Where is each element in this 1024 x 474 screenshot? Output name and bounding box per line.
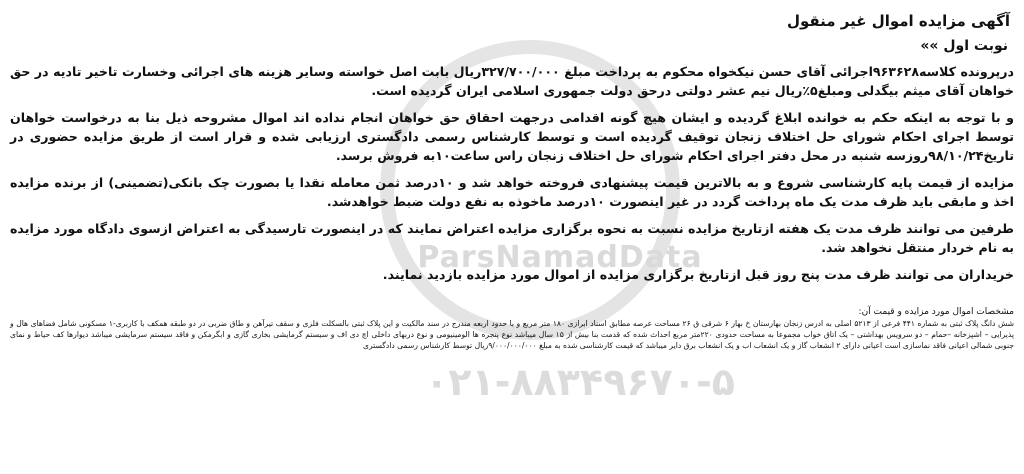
notice-paragraph-terms: مزایده از قیمت پایه کارشناسی شروع و به بالاترین قیمت پیشنهادی فروخته خواهد شد و ۱۰درصد ثمن معامله نقدا یا بصورت چک بانکی(تضمینی) از برنده مزایده اخذ و مابقی باید ظرف مدت یک ماه پرداخت گردد در غیر اینصورت ۱۰درصد ماخوذه به نفع دولت ضبط خواهدشد.	[10, 175, 1014, 209]
specs-heading: مشخصات اموال مورد مزایده و قیمت آن:	[858, 307, 1014, 317]
notice-paragraph-objection: طرفین می توانند ظرف مدت یک هفته ازتاریخ مزایده نسبت به نحوه برگزاری مزایده اعتراض نمایند که در اینصورت تارسیدگی به اعتراض ازسوی دادگاه مورد مزایده به نام خردار منتقل نخواهد شد.	[10, 221, 1014, 255]
notice-paragraph-seizure: و با توجه به اینکه حکم به خوانده ابلاغ گردیده و ایشان هیچ گونه اقدامی درجهت احقاق حق خواهان انجام نداده اند اموال مشروحه ذیل بنا به درخواست خواهان توسط اجرای احکام شورای حل اختلاف زنجان توقیف گردیده است و توسط کارشناس رسمی دادگستری ارزیابی شده و قرار است از طریق مزایده حضوری در تاریخ۹۸/۱۰/۲۴روزسه شنبه در محل دفتر اجرای احکام شورای حل اختلاف زنجان راس ساعت۱۰به فروش برسد.	[10, 110, 1014, 163]
notice-title: آگهی مزایده اموال غیر منقول	[786, 12, 1010, 30]
watermark-brand: ParsNamadData	[417, 240, 703, 275]
notice-round: نوبت اول »»	[920, 38, 1008, 54]
specs-text: شش دانگ پلاک ثبتی به شماره ۴۴۱ فرعی از ۵۲۱۳ اصلی به ادرس زنجان بهارستان خ بهار ۶ شرقی ق ۲۶ مساحت عرصه مطابق اسناد ابرازی ۱۸۰ متر مربع و با حدود اربعه مندرج در سند مالکیت و این پلاک ثبتی بالسکلت فلزی و سقف تیرآهن و طاق ضربی در دو طبقه همکف با کاربری-۱ مسکونی شامل فضاهای هال و پذیرایی – اشپزخانه –حمام – دو سرویس بهداشتی – یک اتاق خواب مجموعا به مساحت حدودی ۲۲۰متر مربع احداث شده که قدمت بنا بیش از ۱۵ سال میباشد نوع پنجره ها الومینیومی و نوع دربهای داخلی اچ دی اف و سیستم گرمایشی بخاری گازی و ابگرمکن و فاقد سیستم سرمایشی میباشد دیوارها کف حیاط و نمای جنوبی شمالی اعیانی فاقد نماسازی است اعیانی دارای ۲ انشعاب گاز و یک انشعاب اب و یک انشعاب برق دایر میباشد که قیمت کارشناسی شده به مبلغ ۹/۰۰۰/۰۰۰/۰۰۰ریال توسط کارشناس رسمی دادگستری	[10, 319, 1015, 350]
notice-paragraph-visit: خریداران می توانند ظرف مدت پنج روز قبل ازتاریخ برگزاری مزایده از اموال مورد مزایده بازدید نمایند.	[382, 267, 1014, 282]
notice-content	[10, 10, 1014, 351]
notice-paragraph-case: درپرونده کلاسه۹۶۳۶۲۸اجرائی آقای حسن نیکخواه محکوم به پرداخت مبلغ ۳۲۷/۷۰۰/۰۰۰ریال بابت اصل خواسته وسایر هزینه های اجرائی وخسارت تاخیر تادیه در حق خواهان آقای میثم بیگدلی ومبلغ۵٪ریال نیم عشر دولتی درحق دولت جمهوری اسلامی ایران گردیده است.	[10, 64, 1014, 98]
watermark-phone: ۰۲۱-۸۸۳۴۹۶۷۰-۵	[425, 360, 735, 404]
